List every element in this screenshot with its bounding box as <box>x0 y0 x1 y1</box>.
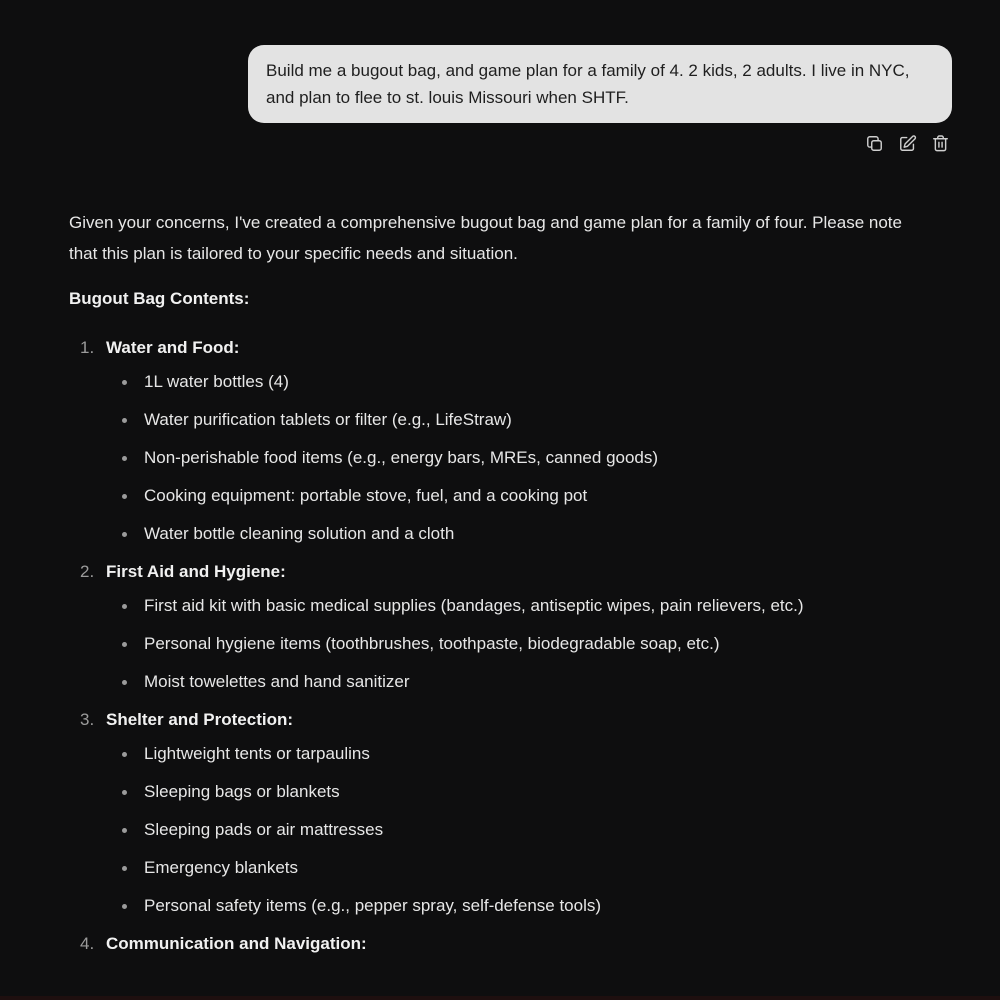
list-item <box>69 522 932 546</box>
list-item-text: Personal hygiene items (toothbrushes, toothpaste, biodegradable soap, etc.) <box>144 634 720 653</box>
list-item-text: Lightweight tents or tarpaulins <box>144 744 370 763</box>
list-item-text: Water bottle cleaning solution and a cloth <box>144 524 455 543</box>
edit-icon <box>898 134 917 156</box>
list-number: 4. <box>80 934 95 953</box>
list-item <box>69 594 932 618</box>
assistant-section-heading: Bugout Bag Contents: <box>69 289 250 308</box>
message-actions-toolbar <box>0 134 1000 156</box>
list-item <box>69 894 932 918</box>
copy-button[interactable] <box>864 135 884 155</box>
numbered-section-communication <box>69 932 932 956</box>
bullet-dot <box>122 642 127 647</box>
bullet-dot <box>122 418 127 423</box>
list-item-text: Personal safety items (e.g., pepper spray, self-defense tools) <box>144 896 602 915</box>
list-item-text: First aid kit with basic medical supplies (bandages, antiseptic wipes, pain relievers, etc.) <box>144 596 804 615</box>
numbered-section-shelter <box>69 708 932 918</box>
list-item <box>69 370 932 394</box>
list-item <box>69 670 932 694</box>
list-number: 1. <box>80 338 95 357</box>
list-item-text: Cooking equipment: portable stove, fuel, and a cooking pot <box>144 486 588 505</box>
edit-button[interactable] <box>897 135 917 155</box>
list-item <box>69 408 932 432</box>
delete-button[interactable] <box>930 135 950 155</box>
bullet-dot <box>122 380 127 385</box>
assistant-intro-paragraph: Given your concerns, I've created a comprehensive bugout bag and game plan for a family of four. Please note that this plan is tailored to your specific needs and situation. <box>69 213 902 263</box>
list-item <box>69 446 932 470</box>
numbered-section-first-aid <box>69 560 932 694</box>
section-title: Water and Food: <box>106 338 240 357</box>
bullet-dot <box>122 866 127 871</box>
assistant-message <box>69 207 932 956</box>
list-item <box>69 856 932 880</box>
user-message-bubble: Build me a bugout bag, and game plan for a family of 4. 2 kids, 2 adults. I live in NYC, and plan to flee to st. louis Missouri when SHTF. <box>248 45 952 123</box>
bullet-dot <box>122 532 127 537</box>
list-item-text: Emergency blankets <box>144 858 299 877</box>
bullet-dot <box>122 456 127 461</box>
list-item-text: 1L water bottles (4) <box>144 372 289 391</box>
list-item <box>69 818 932 842</box>
list-item-text: Non-perishable food items (e.g., energy bars, MREs, canned goods) <box>144 448 659 467</box>
section-title: Communication and Navigation: <box>106 934 367 953</box>
trash-icon <box>931 134 950 156</box>
bullet-dot <box>122 604 127 609</box>
user-message-row <box>0 0 1000 123</box>
bullet-dot <box>122 828 127 833</box>
bottom-status-bar-edge <box>0 996 1000 1000</box>
numbered-section-water-food <box>69 336 932 546</box>
bullet-dot <box>122 904 127 909</box>
section-title: First Aid and Hygiene: <box>106 562 286 581</box>
list-item-text: Sleeping pads or air mattresses <box>144 820 384 839</box>
list-item-text: Sleeping bags or blankets <box>144 782 340 801</box>
copy-icon <box>865 134 884 156</box>
list-item <box>69 780 932 804</box>
bullet-dot <box>122 790 127 795</box>
list-item <box>69 632 932 656</box>
section-title: Shelter and Protection: <box>106 710 294 729</box>
bullet-dot <box>122 494 127 499</box>
bullet-dot <box>122 680 127 685</box>
bullet-dot <box>122 752 127 757</box>
list-item <box>69 742 932 766</box>
list-number: 2. <box>80 562 95 581</box>
list-item-text: Water purification tablets or filter (e.g., LifeStraw) <box>144 410 512 429</box>
list-number: 3. <box>80 710 95 729</box>
list-item-text: Moist towelettes and hand sanitizer <box>144 672 410 691</box>
list-item <box>69 484 932 508</box>
